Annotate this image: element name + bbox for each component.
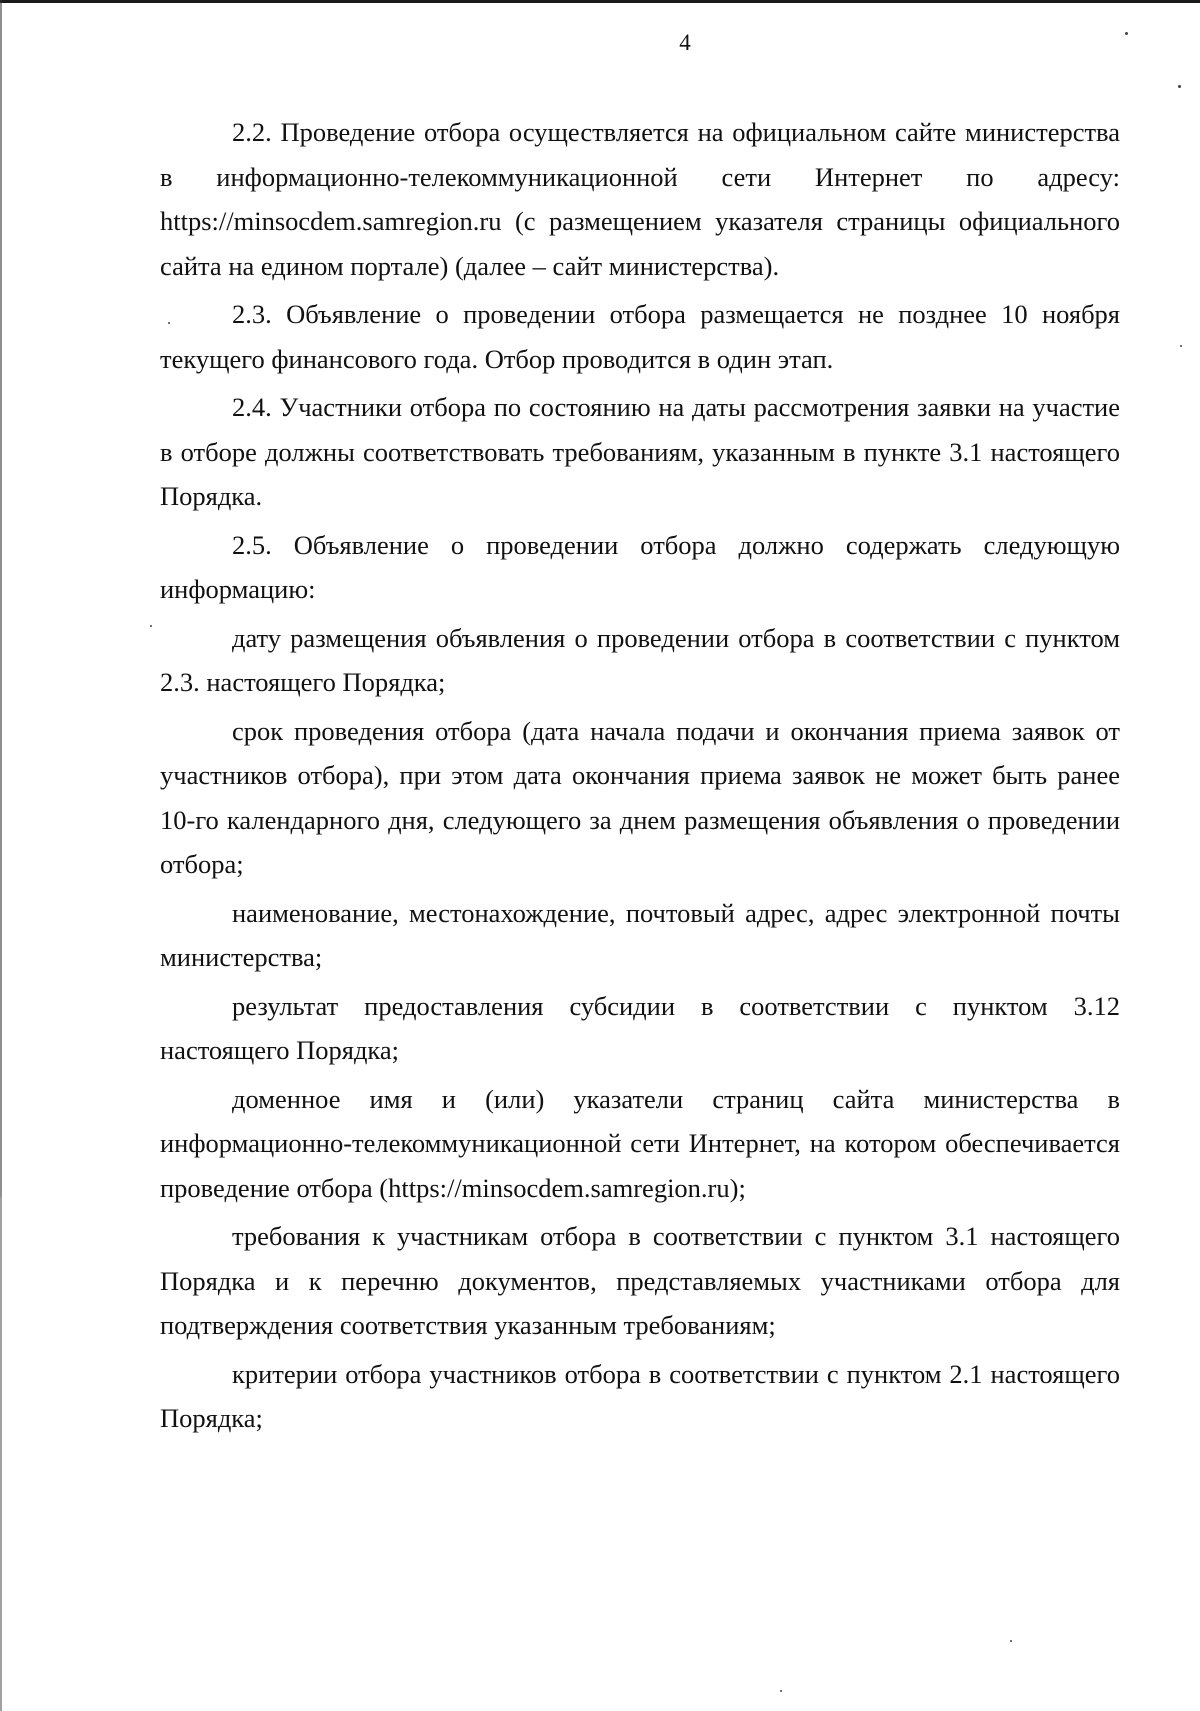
scan-speck [1178, 85, 1181, 88]
page-number: 4 [679, 30, 691, 55]
paragraph-2-4: 2.4. Участники отбора по состоянию на даты рассмотрения заявки на участие в отборе должны соответствовать требованиям, указанным в пункте 3.1 настоящего Порядка. [160, 392, 1120, 511]
scan-speck [150, 625, 152, 627]
list-item-domain: доменное имя и (или) указатели страниц сайта министерства в информационно-телекоммуникационной сети Интернет, на котором обеспечивается проведение отбора (https://minsocdem.samregion.ru); [160, 1083, 1120, 1203]
list-item-requirements: требования к участникам отбора в соответствии с пунктом 3.1 настоящего Порядка и к перечню документов, представляемых участниками отбора для подтверждения соответствия указанным требованиям; [160, 1221, 1120, 1340]
paragraph-2-3: 2.3. Объявление о проведении отбора размещается не позднее 10 ноября текущего финансового года. Отбор проводится в один этап. [160, 299, 1120, 374]
scan-speck [168, 322, 170, 324]
scan-speck [1010, 1640, 1012, 1642]
list-item-criteria: критерии отбора участников отбора в соответствии с пунктом 2.1 настоящего Порядка; [160, 1358, 1120, 1433]
scan-speck [1180, 345, 1182, 347]
list-item-date: дату размещения объявления о проведении отбора в соответствии с пунктом 2.3. настоящего Порядка; [160, 622, 1120, 697]
list-item-result: результат предоставления субсидии в соответствии с пунктом 3.12 настоящего Порядка; [160, 990, 1120, 1065]
paragraph-2-2: 2.2. Проведение отбора осуществляется на официальном сайте министерства в информационно-телекоммуникационной сети Интернет по адресу: https://minsocdem.samregion.ru (с размещением указателя страницы официального сайта на едином портале) (далее – сайт министерства). [160, 117, 1120, 281]
document-body [160, 110, 1120, 1441]
scan-speck [780, 1690, 782, 1692]
paragraph-2-5: 2.5. Объявление о проведении отбора должно содержать следующую информацию: [160, 529, 1120, 604]
list-item-term: срок проведения отбора (дата начала подачи и окончания приема заявок от участников отбора), при этом дата окончания приема заявок не может быть ранее 10-го календарного дня, следующего за днем размещения объявления о проведении отбора; [160, 715, 1120, 879]
list-item-address: наименование, местонахождение, почтовый адрес, адрес электронной почты министерства; [160, 897, 1120, 972]
scan-left-border [0, 0, 2, 1711]
scan-speck [1125, 32, 1128, 35]
scan-top-border [0, 0, 1200, 3]
